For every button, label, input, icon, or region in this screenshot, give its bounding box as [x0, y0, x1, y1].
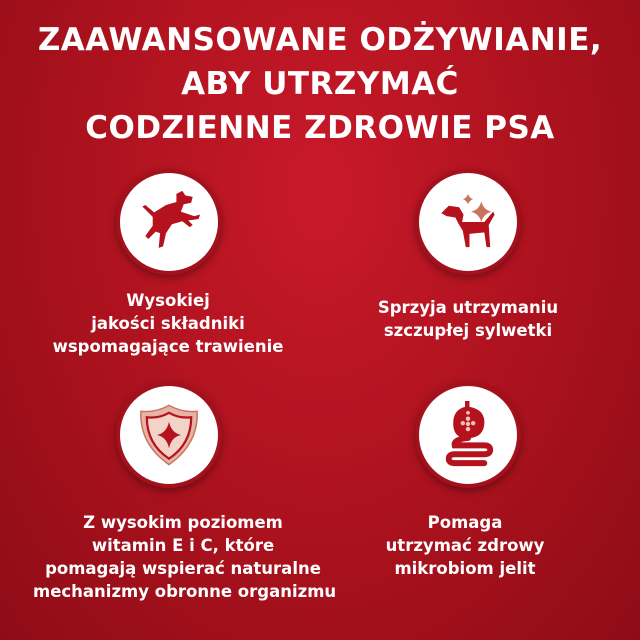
caption-line: Pomaga — [427, 513, 503, 532]
caption-line: mechanizmy obronne organizmu — [33, 582, 337, 601]
feature-caption — [345, 511, 585, 580]
caption-line: witamin E i C, które — [91, 536, 275, 555]
feature-caption — [48, 289, 288, 358]
caption-line: utrzymać zdrowy — [385, 536, 545, 555]
shield-icon — [116, 382, 222, 488]
caption-line: Z wysokim poziomem — [83, 513, 283, 532]
jumping-dog-icon — [116, 169, 222, 275]
slim-dog-sparkle-icon — [415, 169, 521, 275]
title-line: ZAAWANSOWANE ODŻYWIANIE, — [37, 22, 603, 58]
caption-line: mikrobiom jelit — [394, 559, 536, 578]
page-title — [0, 18, 640, 150]
title-line: ABY UTRZYMAĆ — [181, 66, 459, 102]
digestive-tract-icon — [415, 382, 521, 488]
caption-line: pomagają wspierać naturalne — [45, 559, 321, 578]
caption-line: Sprzyja utrzymaniu — [377, 298, 559, 317]
caption-line: szczupłej sylwetki — [383, 321, 553, 340]
feature-caption — [33, 511, 337, 603]
caption-line: wspomagające trawienie — [52, 337, 284, 356]
title-line: CODZIENNE ZDROWIE PSA — [85, 110, 555, 146]
feature-caption — [348, 296, 588, 342]
caption-line: Wysokiej — [126, 291, 210, 310]
caption-line: jakości składniki — [91, 314, 245, 333]
